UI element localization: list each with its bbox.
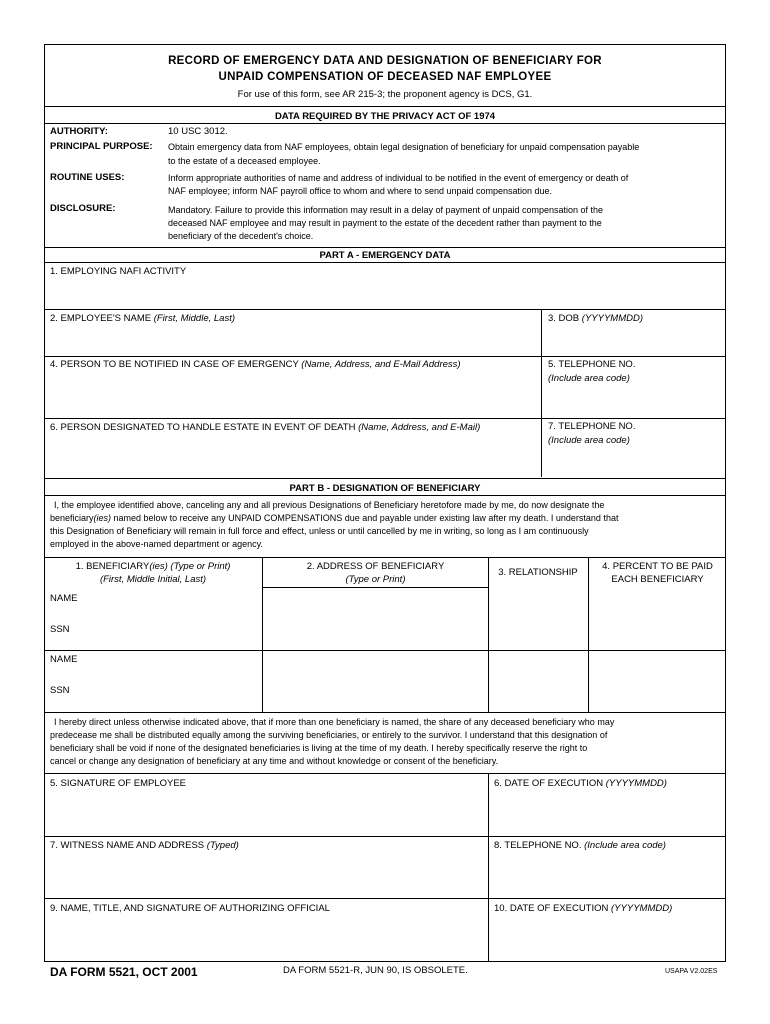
witness-label: 7. WITNESS NAME AND ADDRESS (Typed) (50, 840, 239, 851)
employee-signature-label: 5. SIGNATURE OF EMPLOYEE (50, 778, 187, 789)
divider (44, 106, 726, 107)
divider (44, 712, 726, 713)
address-column-header: 2. ADDRESS OF BENEFICIARY (306, 561, 445, 572)
estate-handler-label: 6. PERSON DESIGNATED TO HANDLE ESTATE IN EVENT OF DEATH (Name, Address, and E-Mail) (50, 422, 481, 433)
direction-statement: predecease me shall be distributed equally among the surviving beneficiaries, or entirely to the survivor. I understand that this designation of (50, 730, 608, 740)
direction-statement: cancel or change any designation of beneficiary at any time and without knowledge or consent of the beneficiary. (50, 756, 499, 766)
version-label: USAPA V2.02ES (665, 968, 718, 975)
beneficiary-1-address-field[interactable] (263, 588, 488, 650)
emergency-contact-label: 4. PERSON TO BE NOTIFIED IN CASE OF EMERGENCY (Name, Address, and E-Mail Address) (50, 359, 461, 370)
obsolete-note: DA FORM 5521-R, JUN 90, IS OBSOLETE. (283, 965, 468, 976)
direction-statement: I hereby direct unless otherwise indicated above, that if more than one beneficiary is named, the share of any deceased beneficiary who may (54, 717, 615, 727)
execution-date-label: 6. DATE OF EXECUTION (YYYYMMDD) (494, 778, 667, 789)
direction-statement: beneficiary shall be void if none of the designated beneficiaries is living at the time of my death. I hereby specifically reserve the right to (50, 743, 588, 753)
beneficiary-1-name-label: NAME (50, 593, 78, 604)
beneficiary-column-header: 1. BENEFICIARY(ies) (Type or Print) (75, 561, 231, 572)
part-b-heading: PART B - DESIGNATION OF BENEFICIARY (289, 483, 481, 494)
beneficiary-2-ssn-label: SSN (50, 685, 70, 696)
divider (44, 557, 726, 558)
part-a-heading: PART A - EMERGENCY DATA (319, 250, 451, 261)
designation-statement: I, the employee identified above, canceling any and all previous Designations of Beneficiary heretofore made by me, do now designate the (54, 500, 605, 510)
divider (44, 123, 726, 124)
beneficiary-2-relationship-field[interactable] (489, 651, 588, 712)
privacy-heading: DATA REQUIRED BY THE PRIVACY ACT OF 1974 (274, 111, 496, 122)
percent-column-header: 4. PERCENT TO BE PAID (602, 561, 713, 572)
beneficiary-column-hint: (First, Middle Initial, Last) (99, 574, 207, 585)
estate-handler-telephone-hint: (Include area code) (548, 435, 630, 446)
beneficiary-2-name-label: NAME (50, 654, 78, 665)
address-column-hint: (Type or Print) (345, 574, 406, 585)
divider (262, 557, 263, 587)
beneficiary-1-percent-field[interactable] (589, 588, 726, 650)
divider (44, 495, 726, 496)
form-title-line1: RECORD OF EMERGENCY DATA AND DESIGNATION OF BENEFICIARY FOR (168, 55, 602, 67)
routine-uses-text: Inform appropriate authorities of name and address of individual to be notified in the event of emergency or death of (168, 173, 629, 183)
beneficiary-1-ssn-label: SSN (50, 624, 70, 635)
purpose-text: Obtain emergency data from NAF employees, obtain legal designation of beneficiary for unpaid compensation payable (168, 142, 640, 152)
relationship-column-header: 3. RELATIONSHIP (498, 567, 578, 578)
form-usage-note: For use of this form, see AR 215-3; the proponent agency is DCS, G1. (237, 89, 533, 100)
designation-statement: employed in the above-named department or agency. (50, 539, 263, 549)
divider (44, 478, 726, 479)
routine-uses-text: NAF employee; inform NAF payroll office to whom and where to send unpaid compensation due. (168, 186, 553, 196)
beneficiary-2-percent-field[interactable] (589, 651, 726, 712)
authority-label: AUTHORITY: (50, 126, 108, 137)
beneficiary-2-address-field[interactable] (263, 651, 488, 712)
estate-handler-telephone-label: 7. TELEPHONE NO. (548, 421, 636, 432)
beneficiary-1-relationship-field[interactable] (489, 588, 588, 650)
employee-name-label: 2. EMPLOYEE'S NAME (First, Middle, Last) (50, 313, 236, 324)
authorizing-date-label: 10. DATE OF EXECUTION (YYYYMMDD) (494, 903, 673, 914)
purpose-text: to the estate of a deceased employee. (168, 156, 321, 166)
disclosure-text: deceased NAF employee and may result in payment to the estate of the decedent rather than payment to the (168, 218, 602, 228)
disclosure-text: Mandatory. Failure to provide this information may result in a delay of payment of unpaid compensation of the (168, 205, 604, 215)
employing-nafi-activity-label: 1. EMPLOYING NAFI ACTIVITY (50, 266, 187, 277)
percent-column-header: EACH BENEFICIARY (611, 574, 704, 585)
authority-text: 10 USC 3012. (168, 126, 228, 137)
disclosure-text: beneficiary of the decedent's choice. (168, 231, 314, 241)
authorizing-official-label: 9. NAME, TITLE, AND SIGNATURE OF AUTHORIZING OFFICIAL (50, 903, 330, 914)
form-identifier: DA FORM 5521, OCT 2001 (50, 965, 198, 979)
witness-telephone-label: 8. TELEPHONE NO. (Include area code) (494, 840, 666, 851)
designation-statement: this Designation of Beneficiary will remain in full force and effect, unless or until cancelled by me in writing, so long as I am continuously (50, 526, 589, 536)
designation-statement: beneficiary(ies) named below to receive any UNPAID COMPENSATIONS due and payable under existing law after my death. I understand that (50, 513, 619, 523)
disclosure-label: DISCLOSURE: (50, 203, 116, 214)
emergency-telephone-label: 5. TELEPHONE NO. (548, 359, 636, 370)
form-title-line2: UNPAID COMPENSATION OF DECEASED NAF EMPLOYEE (218, 71, 552, 83)
emergency-telephone-hint: (Include area code) (548, 373, 630, 384)
routine-uses-label: ROUTINE USES: (50, 172, 125, 183)
purpose-label: PRINCIPAL PURPOSE: (50, 141, 153, 152)
dob-label: 3. DOB (YYYYMMDD) (548, 313, 644, 324)
divider (44, 247, 726, 248)
